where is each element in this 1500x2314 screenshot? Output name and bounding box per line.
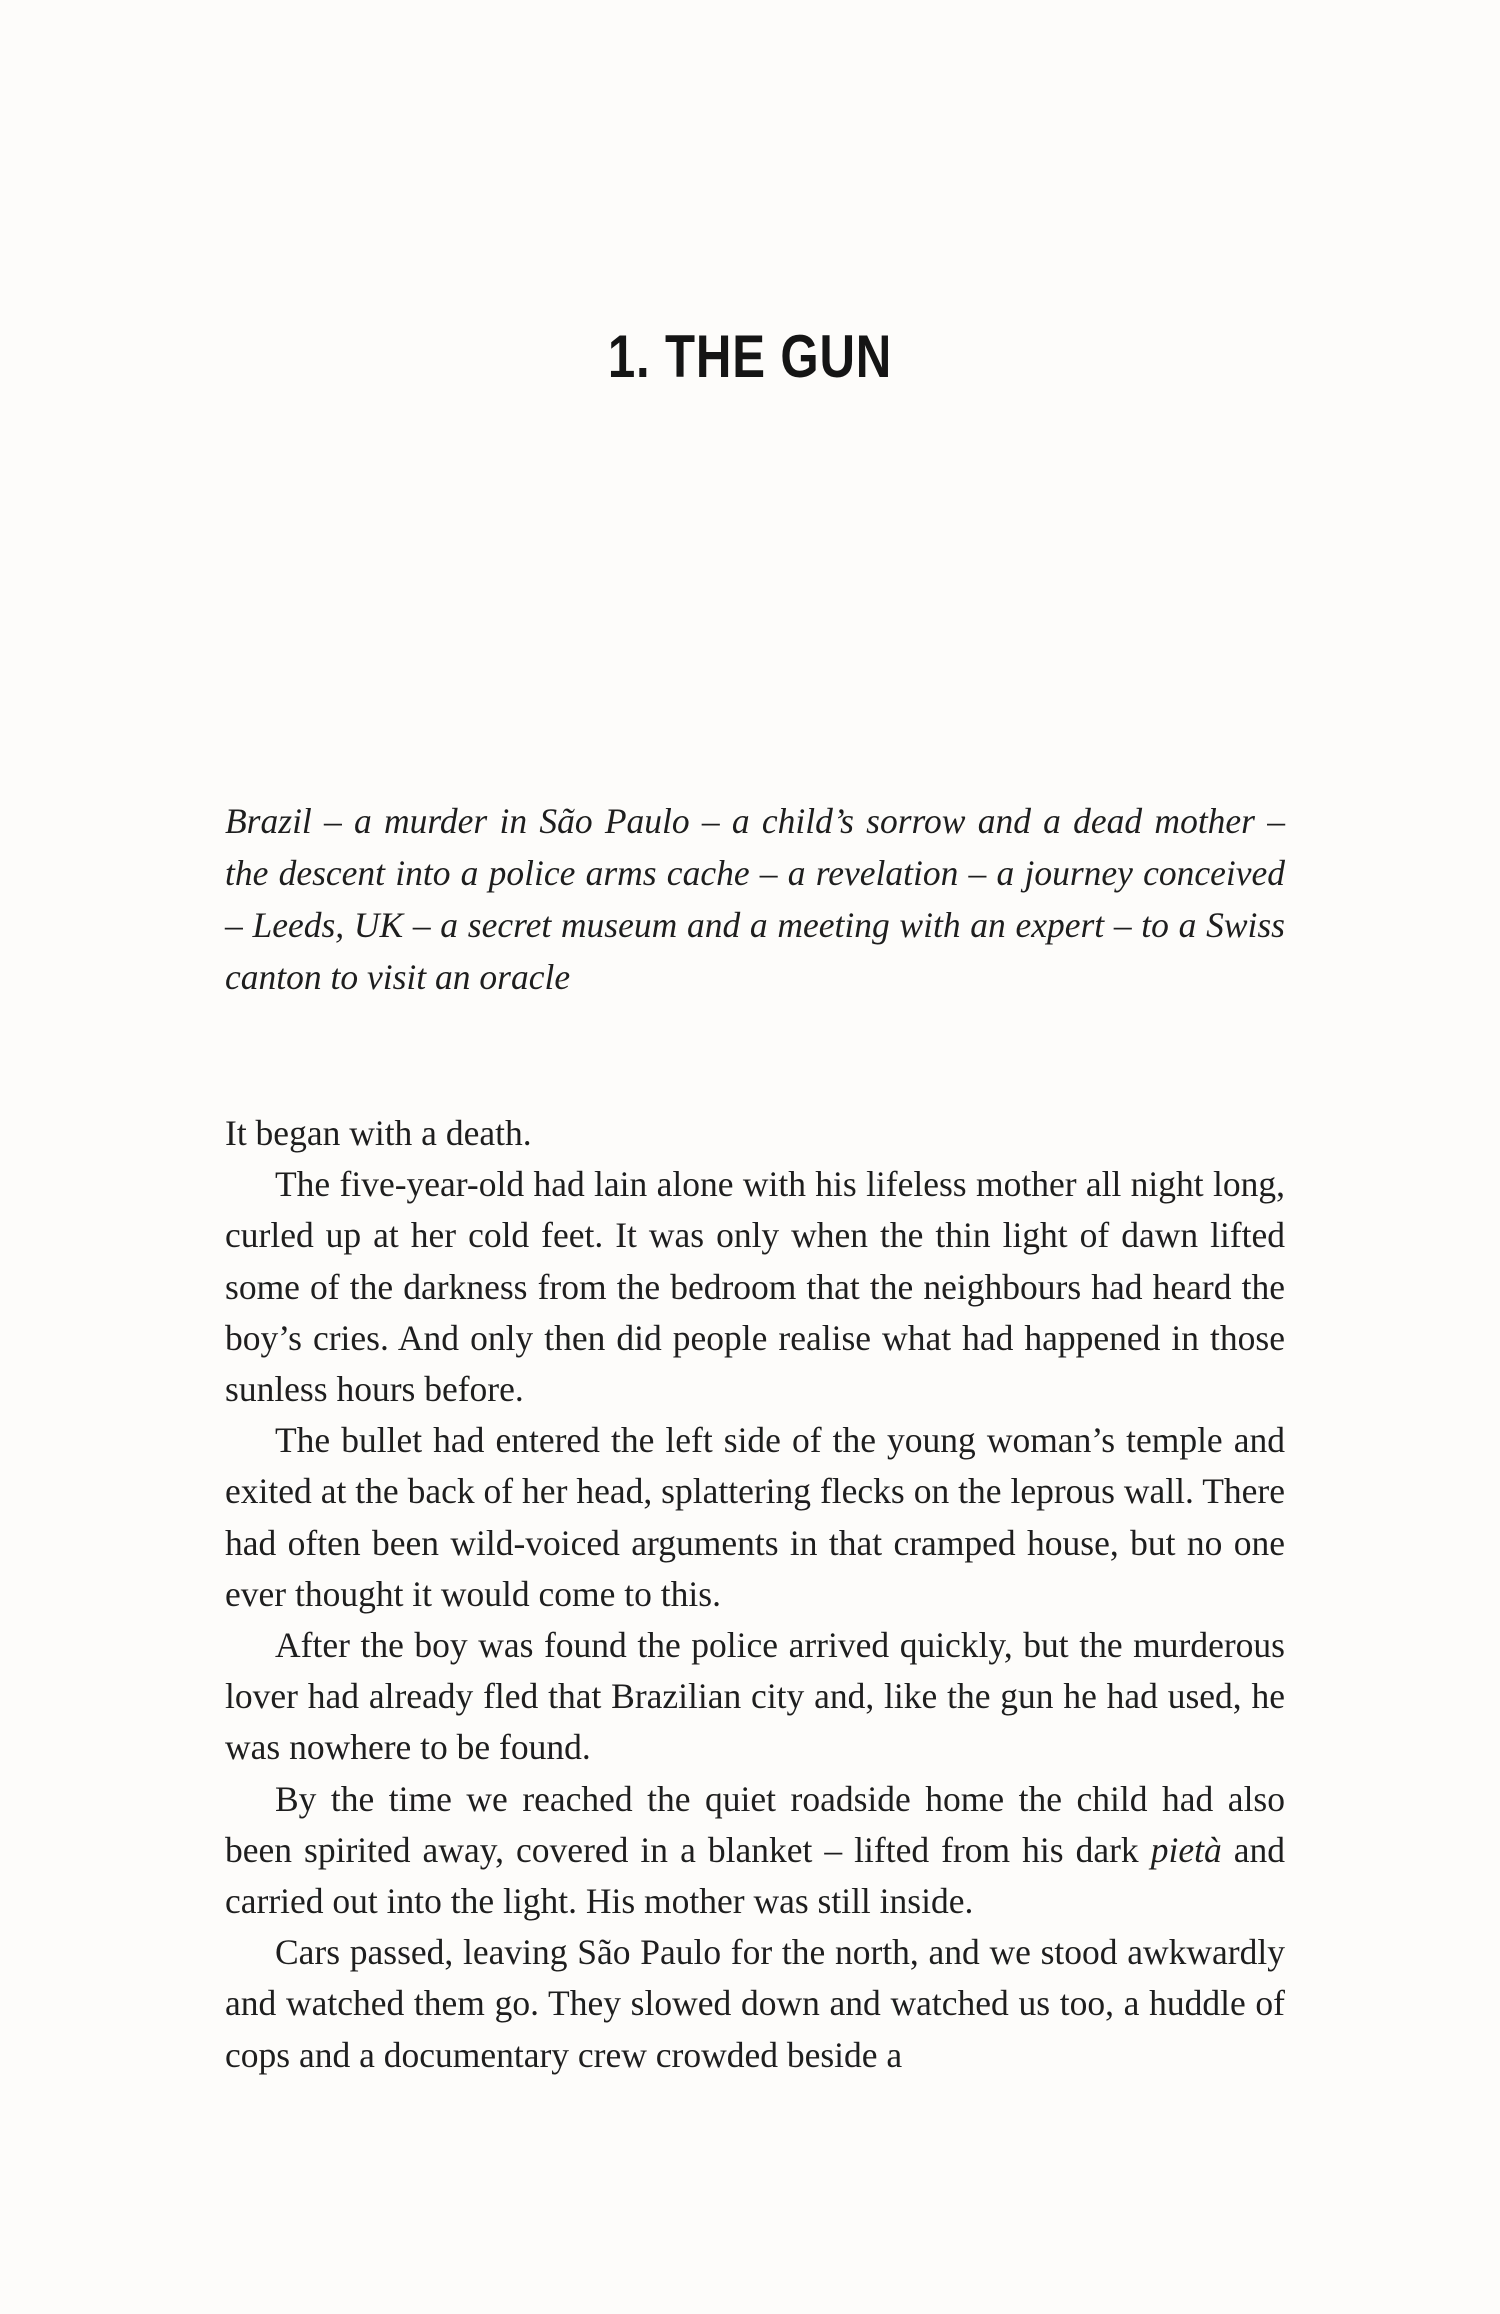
paragraph-1: It began with a death.	[225, 1113, 532, 1153]
chapter-body	[225, 1108, 1285, 2081]
pieta-italic-word: pietà	[1150, 1829, 1222, 1870]
paragraph-5-end: and carried out into the light. His mother was still inside.	[225, 1829, 1285, 1922]
paragraph-5	[225, 1774, 1285, 1928]
chapter-title: 1. THE GUN	[607, 323, 893, 390]
paragraph-6: Cars passed, leaving São Paulo for the north, and we stood awkwardly and watched them go. They slowed down and watched us too, a huddle of cops and a documentary crew crowded beside a	[225, 1932, 1285, 2075]
paragraph-3: The bullet had entered the left side of the young woman’s temple and exited at the back of her head, splattering flecks on the leprous wall. There had often been wild-voiced arguments in that cramped house, but no one ever thought it would come to this.	[225, 1420, 1285, 1614]
paragraph-5-start: By the time we reached the quiet roadside home the child had also been spirited away, covered in a blanket – lifted from his dark	[225, 1778, 1285, 1870]
paragraph-2: The five-year-old had lain alone with his lifeless mother all night long, curled up at her cold feet. It was only when the thin light of dawn lifted some of the darkness from the bedroom that the neighbours had heard the boy’s cries. And only then did people realise what had happened in those sunless hours before.	[225, 1164, 1285, 1410]
chapter-epigraph: Brazil – a murder in São Paulo – a child’s sorrow and a dead mother – the descent into a police arms cache – a revelation – a journey conceived – Leeds, UK – a secret museum and a meeting with an expert – to a Swiss canton to visit an oracle	[225, 801, 1285, 997]
paragraph-4: After the boy was found the police arrived quickly, but the murderous lover had already fled that Brazilian city and, like the gun he had used, he was nowhere to be found.	[225, 1625, 1285, 1768]
